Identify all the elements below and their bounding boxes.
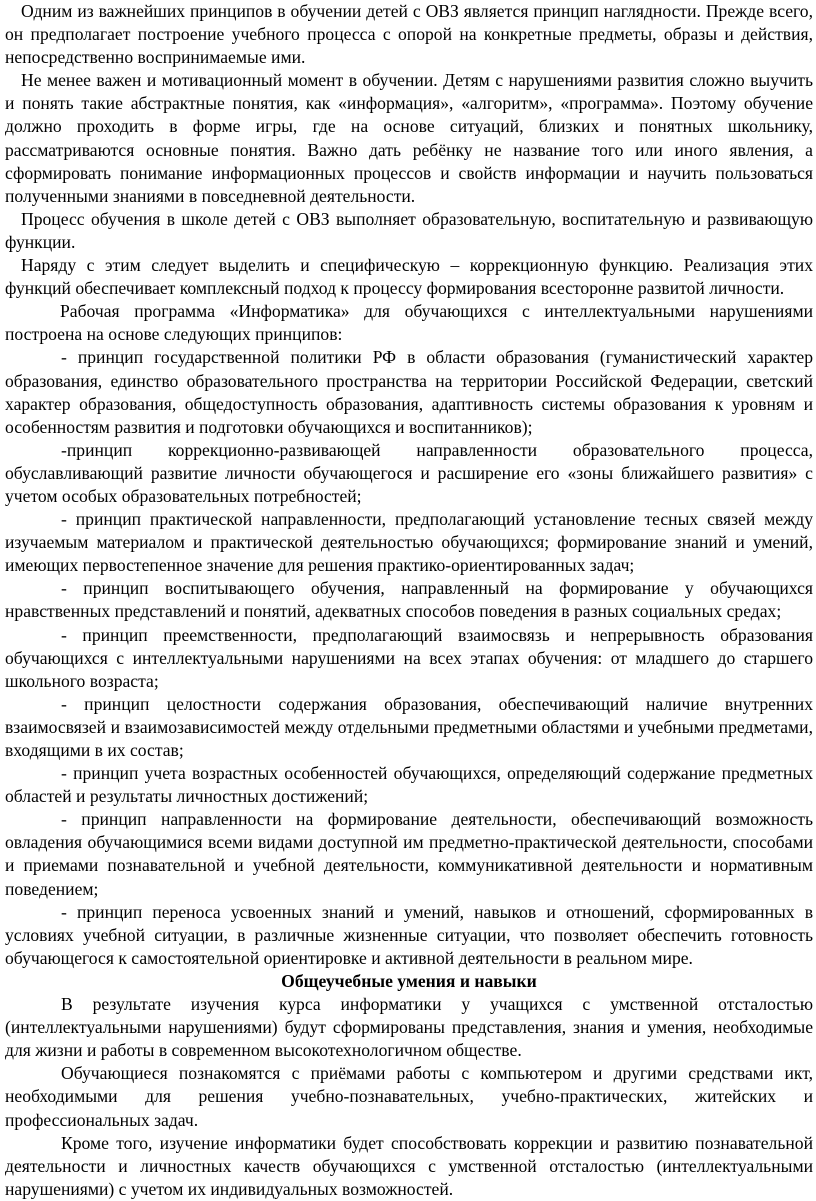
principle-item: - принцип целостности содержания образования, обеспечивающий наличие внутренних взаимосвязей и взаимозависимостей между отдельными предметными областями и учебными предметами, входящими в их состав; xyxy=(5,693,813,760)
paragraph-results: Обучающиеся познакомятся с приёмами работы с компьютером и другими средствами икт, необходимыми для решения учебно-познавательных, учебно-практических, житейских и профессиональных задач. xyxy=(5,1063,813,1130)
paragraph-visual-principle: Одним из важнейших принципов в обучении детей с ОВЗ является принцип наглядности. Прежде всего, он предполагает построение учебного процесса с опорой на конкретные предметы, образы и действия, непосредственно воспринимаемые ими. xyxy=(5,1,813,68)
principle-item: -принцип коррекционно-развивающей направленности образовательного процесса, обуславливающий развитие личности обучающегося и расширение его «зоны ближайшего развития» с учетом особых образовательных потребностей; xyxy=(5,439,813,506)
section-heading: Общеучебные умения и навыки xyxy=(281,970,537,991)
paragraph-program-intro: Рабочая программа «Информатика» для обучающихся с интеллектуальными нарушениями построена на основе следующих принципов: xyxy=(5,301,813,345)
paragraph-results: В результате изучения курса информатики у учащихся с умственной отсталостью (интеллектуальными нарушениями) будут сформированы представления, знания и умения, необходимые для жизни и работы в современном высокотехнологичном обществе. xyxy=(5,994,813,1061)
principle-item: - принцип направленности на формирование деятельности, обеспечивающий возможность овладения обучающимися всеми видами доступной им предметно-практической деятельности, способами и приемами познавательной и учебной деятельности, коммуникативной деятельности и нормативным поведением; xyxy=(5,809,813,899)
principle-item: - принцип практической направленности, предполагающий установление тесных связей между изучаемым материалом и практической деятельностью обучающихся; формирование знаний и умений, имеющих первостепенное значение для решения практико-ориентированных задач; xyxy=(5,509,813,576)
principle-item: - принцип учета возрастных особенностей обучающихся, определяющий содержание предметных областей и результаты личностных достижений; xyxy=(5,763,813,807)
principle-item: - принцип воспитывающего обучения, направленный на формирование у обучающихся нравственных представлений и понятий, адекватных способов поведения в разных социальных средах; xyxy=(5,578,813,622)
paragraph-process-functions: Процесс обучения в школе детей с ОВЗ выполняет образовательную, воспитательную и развивающую функции. xyxy=(5,208,813,252)
paragraph-motivation: Не менее важен и мотивационный момент в обучении. Детям с нарушениями развития сложно выучить и понять такие абстрактные понятия, как «информация», «алгоритм», «программа». Поэтому обучение должно проходить в форме игры, где на основе ситуаций, близких и понятных школьнику, рассматриваются основные понятия. Важно дать ребёнку не название того или иного явления, а сформировать понимание информационных процессов и свойств информации и научить пользоваться полученными знаниями в повседневной деятельности. xyxy=(5,70,813,206)
paragraph-results: Кроме того, изучение информатики будет способствовать коррекции и развитию познавательной деятельности и личностных качеств обучающихся с умственной отсталостью (интеллектуальными нарушениями) с учетом их индивидуальных возможностей. xyxy=(5,1132,813,1199)
principle-item: - принцип переноса усвоенных знаний и умений, навыков и отношений, сформированных в условиях учебной ситуации, в различные жизненные ситуации, что позволяет обеспечить готовность обучающегося к самостоятельной ориентировке и активной деятельности в реальном мире. xyxy=(5,901,813,968)
principle-item: - принцип преемственности, предполагающий взаимосвязь и непрерывность образования обучающихся с интеллектуальными нарушениями на всех этапах обучения: от младшего до старшего школьного возраста; xyxy=(5,624,813,691)
principle-item: - принцип государственной политики РФ в области образования (гуманистический характер образования, единство образовательного пространства на территории Российской Федерации, светский характер образования, общедоступность образования, адаптивность системы образования к уровням и особенностям развития и подготовки обучающихся и воспитанников); xyxy=(5,347,813,437)
paragraph-correction-function: Наряду с этим следует выделить и специфическую – коррекционную функцию. Реализация этих функций обеспечивает комплексный подход к процессу формирования всесторонне развитой личности. xyxy=(5,255,813,299)
